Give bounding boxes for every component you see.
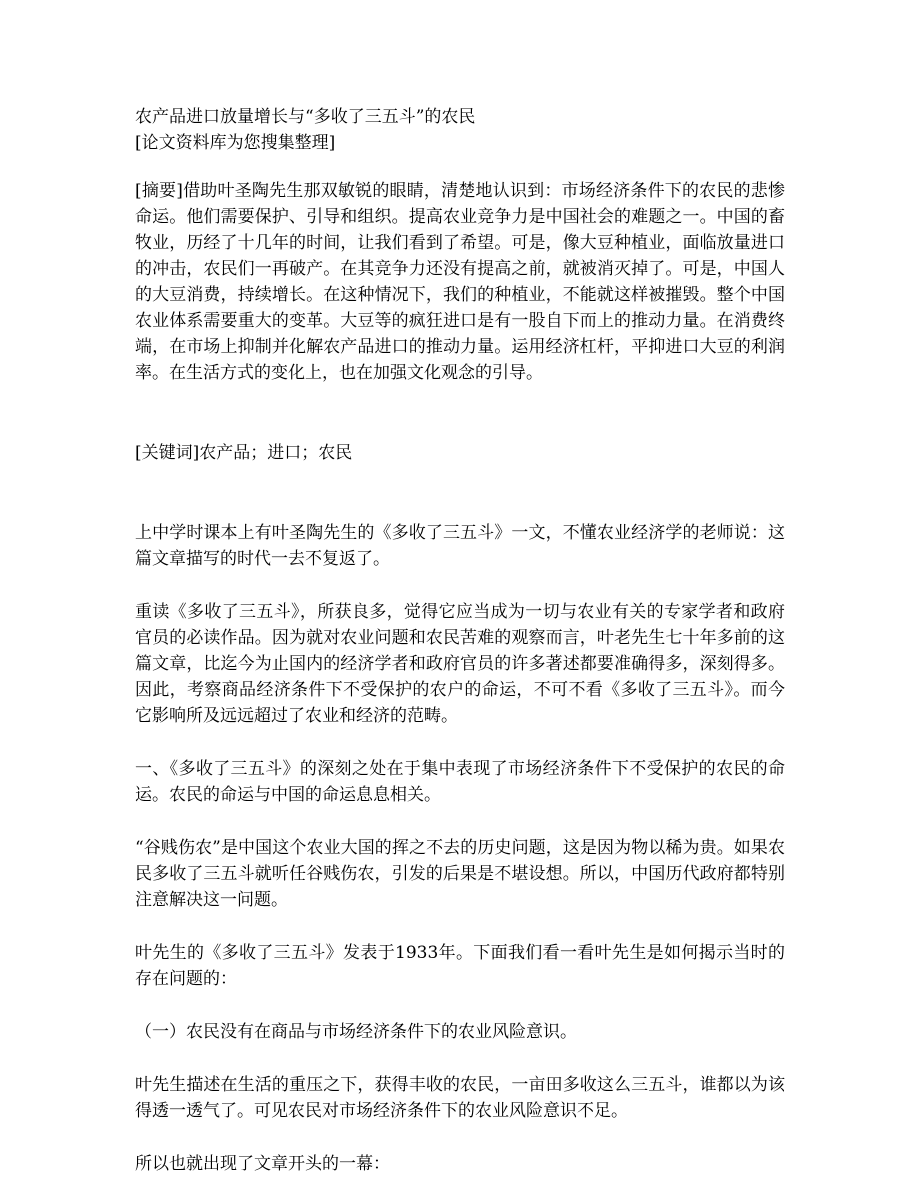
spacer	[135, 156, 785, 178]
body-paragraph-2: 重读《多收了三五斗》，所获良多，觉得它应当成为一切与农业有关的专家学者和政府官员的必读作品。因为就对农业问题和农民苦难的观察而言，叶老先生七十年多前的这篇文章，比迄今为止国内的经济学者和政府官员的许多著述都要准确得多，深刻得多。因此，考察商品经济条件下不受保护的农户的命运，不可不看《多收了三五斗》。而今它影响所及远远超过了农业和经济的范畴。	[135, 602, 785, 726]
body-paragraph-7: 叶先生描述在生活的重压之下，获得丰收的农民，一亩田多收这么三五斗，谁都以为该得透一透气了。可见农民对市场经济条件下的农业风险意识不足。	[135, 1075, 785, 1121]
spacer	[135, 1124, 785, 1151]
document-page	[135, 104, 785, 1177]
spacer	[135, 386, 785, 440]
spacer	[135, 808, 785, 835]
keywords-line: [关键词]农产品；进口；农民	[135, 443, 353, 463]
spacer	[135, 913, 785, 940]
body-paragraph-8: 所以也就出现了文章开头的一幕：	[135, 1154, 390, 1174]
spacer	[135, 466, 785, 520]
spacer	[135, 572, 785, 599]
body-paragraph-1: 上中学时课本上有叶圣陶先生的《多收了三五斗》一文，不懂农业经济学的老师说：这篇文章描写的时代一去不复返了。	[135, 523, 785, 569]
spacer	[135, 729, 785, 756]
abstract-paragraph: [摘要]借助叶圣陶先生那双敏锐的眼睛，清楚地认识到：市场经济条件下的农民的悲惨命运。他们需要保护、引导和组织。提高农业竞争力是中国社会的难题之一。中国的畜牧业，历经了十几年的时间，让我们看到了希望。可是，像大豆种植业，面临放量进口的冲击，农民们一再破产。在其竞争力还没有提高之前，就被消灭掉了。可是，中国人的大豆消费，持续增长。在这种情况下，我们的种植业，不能就这样被摧毁。整个中国农业体系需要重大的变革。大豆等的疯狂进口是有一股自下而上的推动力量。在消费终端，在市场上抑制并化解农产品进口的推动力量。运用经济杠杆，平抑进口大豆的利润率。在生活方式的变化上，也在加强文化观念的引导。	[135, 181, 785, 383]
document-title: 农产品进口放量增长与“多收了三五斗”的农民	[135, 107, 476, 127]
document-subtitle: [论文资料库为您搜集整理]	[135, 133, 336, 153]
body-paragraph-5: 叶先生的《多收了三五斗》发表于1933年。下面我们看一看叶先生是如何揭示当时的存在问题的：	[135, 943, 785, 989]
body-paragraph-3: 一、《多收了三五斗》的深刻之处在于集中表现了市场经济条件下不受保护的农民的命运。农民的命运与中国的命运息息相关。	[135, 759, 785, 805]
body-paragraph-6: （一）农民没有在商品与市场经济条件下的农业风险意识。	[135, 1022, 577, 1042]
spacer	[135, 992, 785, 1019]
body-paragraph-4: “谷贱伤农”是中国这个农业大国的挥之不去的历史问题，这是因为物以稀为贵。如果农民多收了三五斗就听任谷贱伤农，引发的后果是不堪设想。所以，中国历代政府都特别注意解决这一问题。	[135, 838, 785, 910]
spacer	[135, 1045, 785, 1072]
